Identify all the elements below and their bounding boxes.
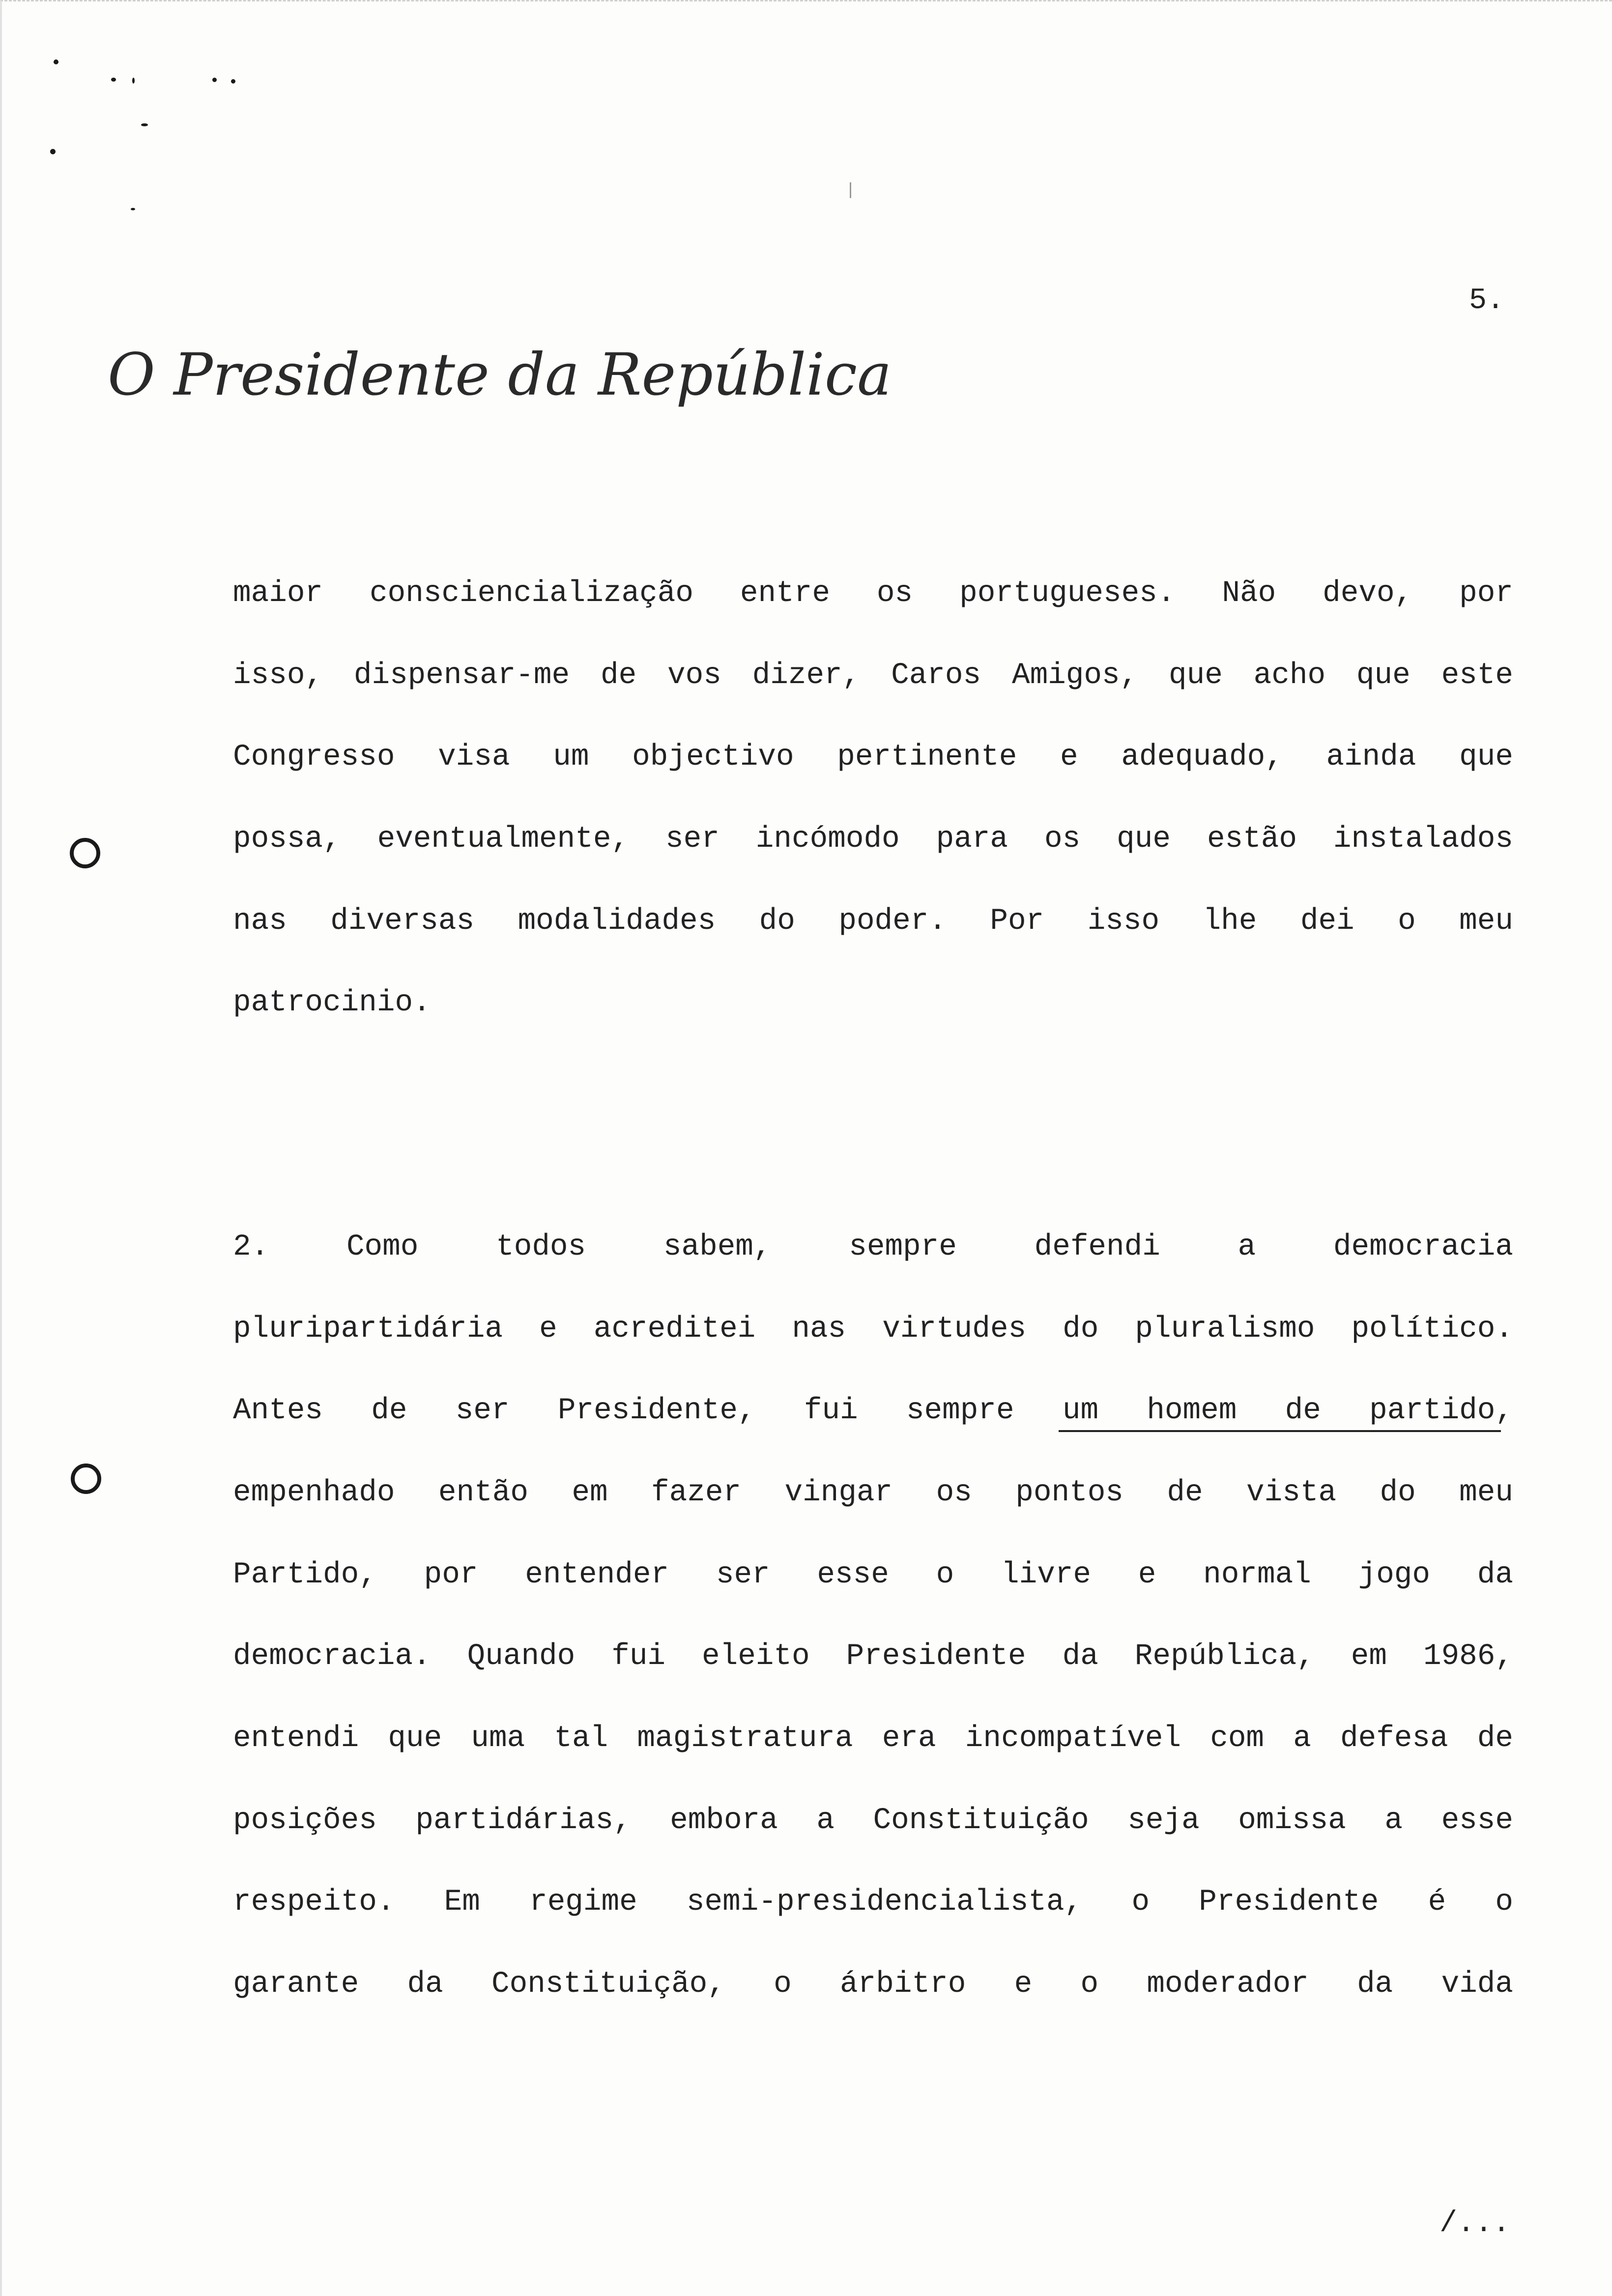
letterhead-signature: O Presidente da República (108, 341, 892, 408)
punch-hole (71, 1464, 101, 1494)
punch-hole (70, 838, 100, 868)
scan-speck (131, 208, 135, 210)
continuation-mark: /... (1439, 2207, 1511, 2240)
paragraph-line: maior consciencialização entre os portugueses. Não devo, por (233, 576, 1513, 610)
paragraph-line: Partido, por entender ser esse o livre e normal jogo da (233, 1558, 1513, 1592)
paragraph-line: 2. Como todos sabem, sempre defendi a democracia (233, 1230, 1513, 1264)
phrase-underline (1059, 1430, 1501, 1432)
paragraph-line: pluripartidária e acreditei nas virtudes do pluralismo político. (233, 1312, 1513, 1346)
paragraph-line: Congresso visa um objectivo pertinente e adequado, ainda que (233, 740, 1513, 774)
paragraph-line: isso, dispensar-me de vos dizer, Caros Amigos, que acho que este (233, 659, 1513, 692)
paragraph-line: patrocinio. (233, 986, 431, 1020)
paragraph-line: nas diversas modalidades do poder. Por isso lhe dei o meu (233, 904, 1513, 938)
scan-speck (141, 123, 148, 126)
paragraph-line: entendi que uma tal magistratura era incompatível com a defesa de (233, 1722, 1513, 1755)
scan-speck (231, 79, 235, 84)
scan-speck (132, 78, 135, 84)
scan-speck (50, 149, 56, 154)
scan-speck (54, 59, 58, 64)
paragraph-line: Antes de ser Presidente, fui sempre um homem de partido, (233, 1394, 1513, 1428)
paragraph-line: garante da Constituição, o árbitro e o moderador da vida (233, 1967, 1513, 2001)
paragraph-line: respeito. Em regime semi-presidencialista, o Presidente é o (233, 1885, 1513, 1919)
paragraph-line: democracia. Quando fui eleito Presidente da República, em 1986, (233, 1639, 1513, 1673)
paragraph-line: posições partidárias, embora a Constituição seja omissa a esse (233, 1804, 1513, 1837)
scan-speck (212, 78, 217, 82)
page-number: 5. (1469, 284, 1505, 317)
scan-speck (111, 78, 116, 82)
scan-speck (850, 182, 851, 198)
paragraph-line: empenhado então em fazer vingar os pontos de vista do meu (233, 1476, 1513, 1510)
paragraph-line: possa, eventualmente, ser incómodo para os que estão instalados (233, 822, 1513, 856)
